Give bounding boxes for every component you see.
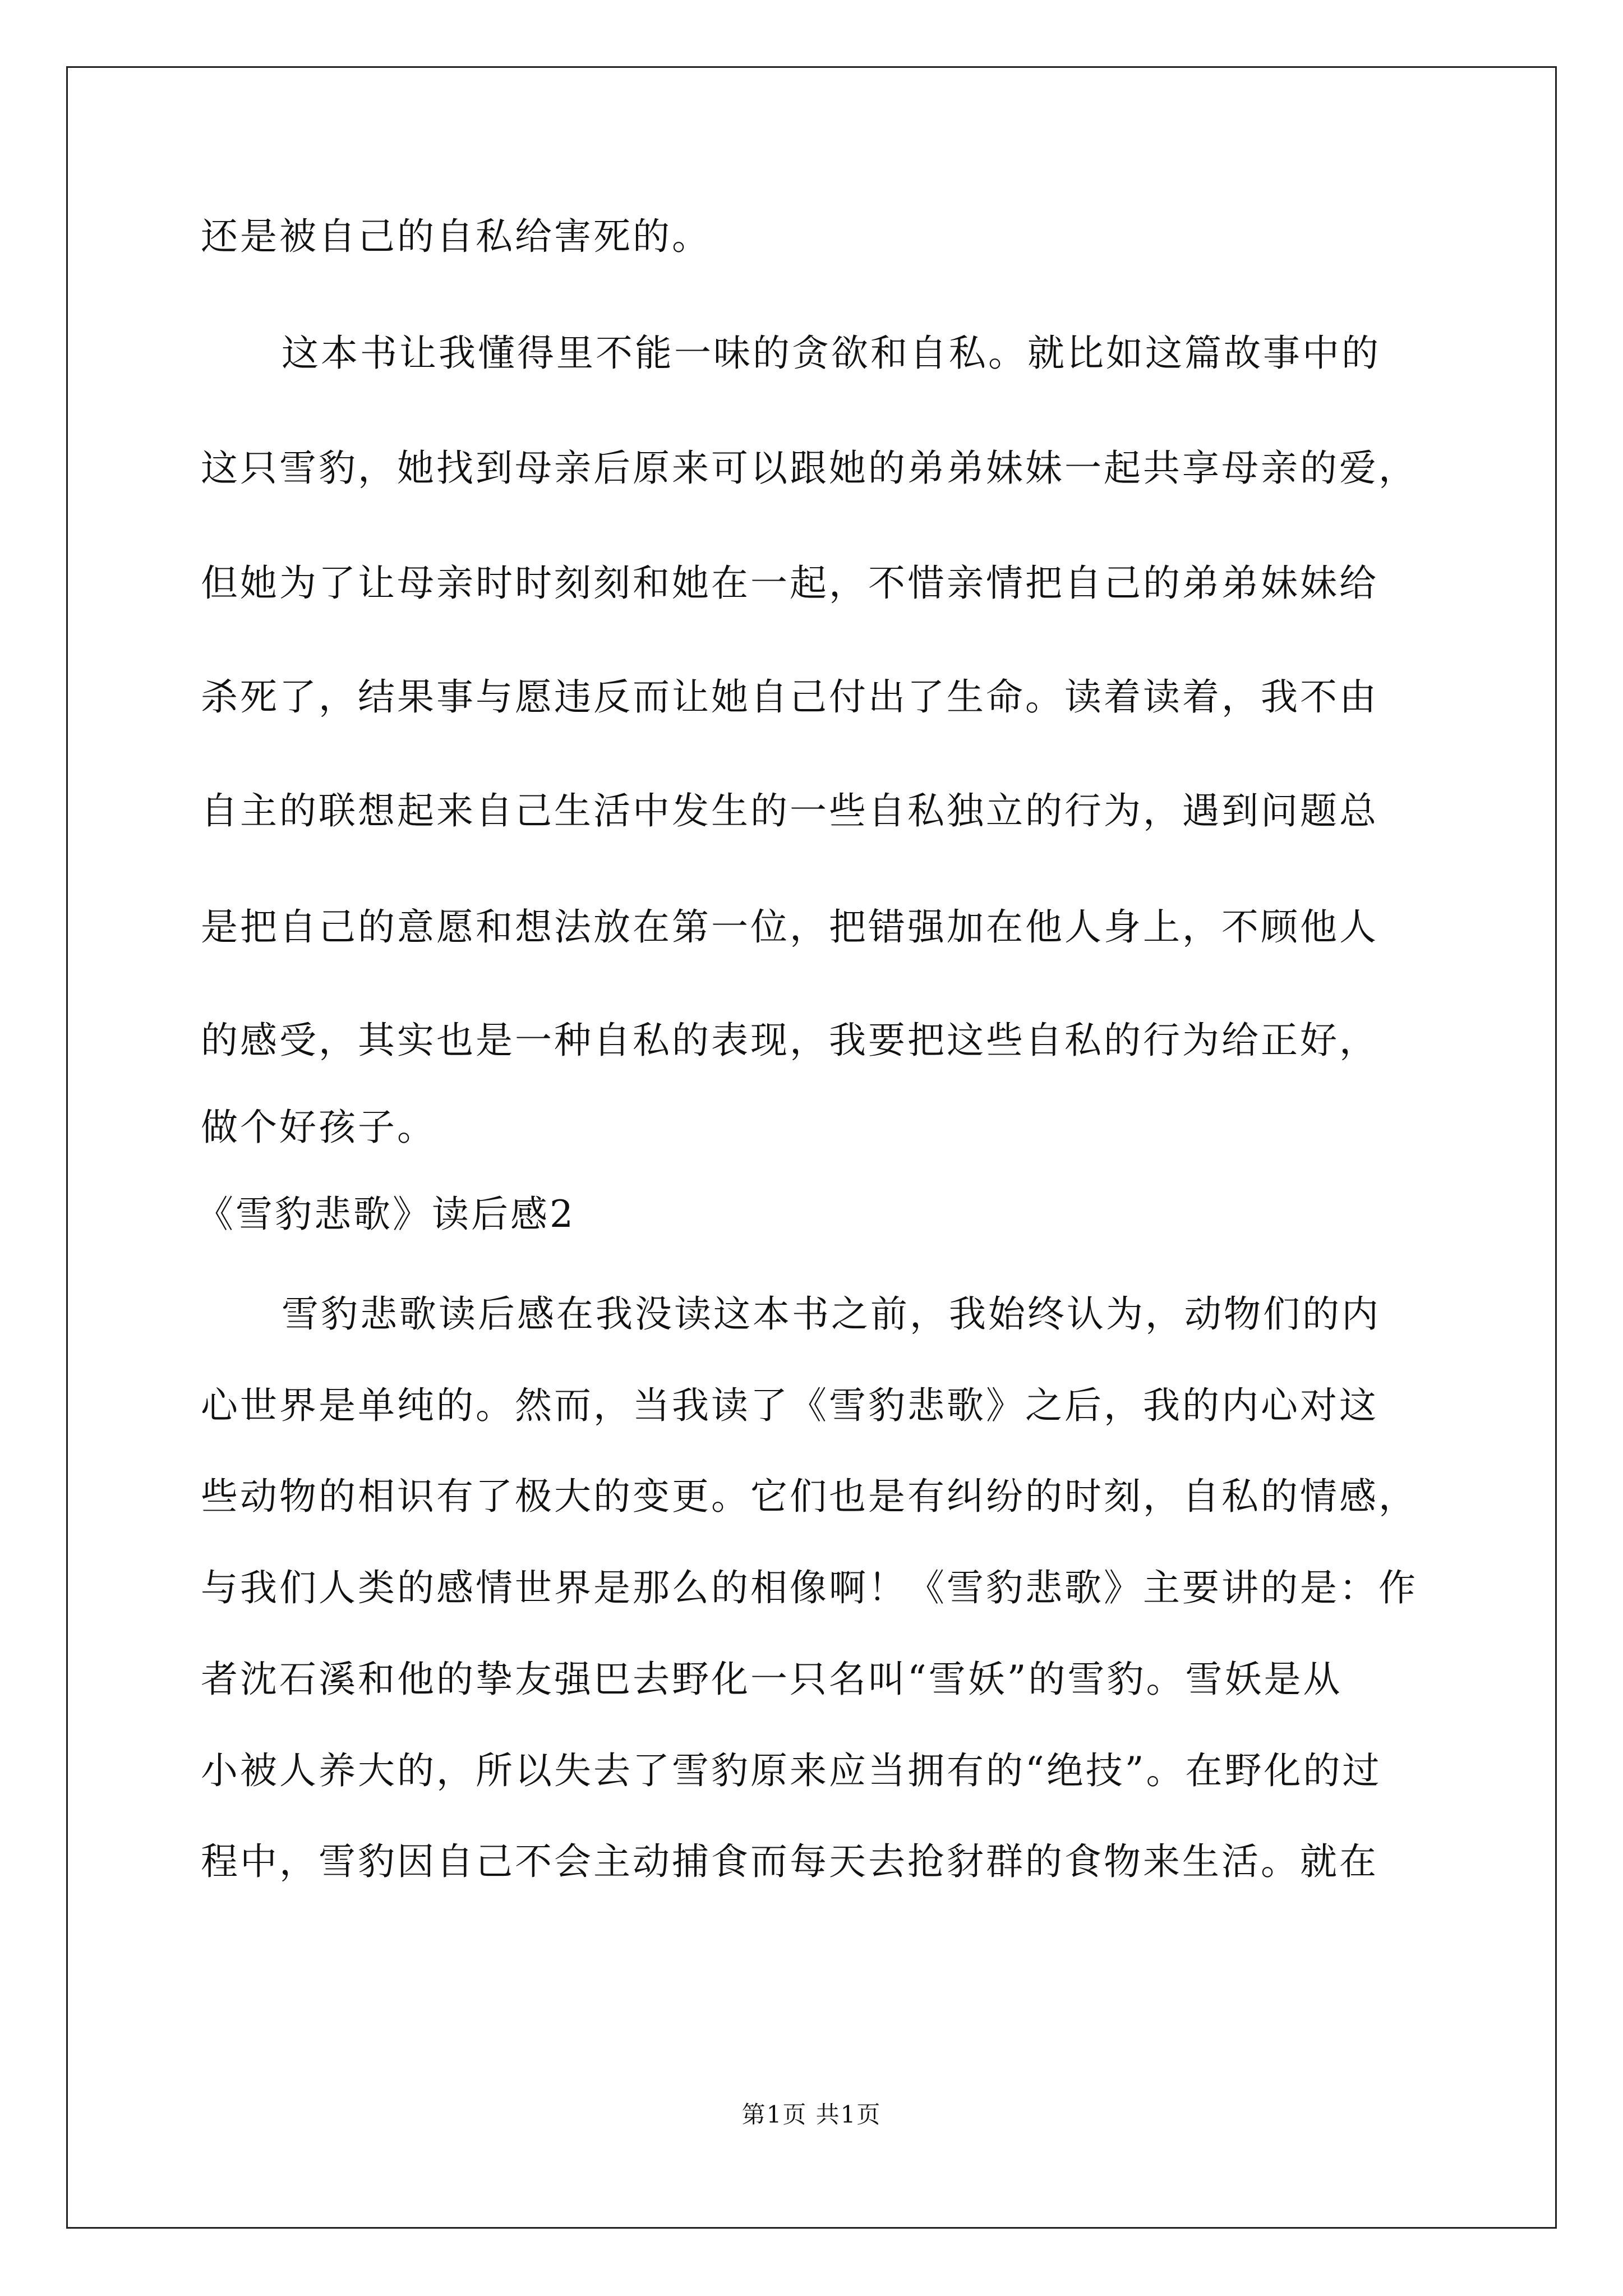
paragraph-3-line-6: 小被人养大的，所以失去了雪豹原来应当拥有的“绝技”。在野化的过 (201, 1749, 1382, 1792)
paragraph-3-line-5: 者沈石溪和他的挚友强巴去野化一只名叫“雪妖”的雪豹。雪妖是从 (201, 1658, 1343, 1701)
page-number: 第1页 共1页 (741, 2101, 882, 2128)
section-heading: 《雪豹悲歌》读后感2 (196, 1193, 575, 1236)
paragraph-3-line-2: 心世界是单纯的。然而，当我读了《雪豹悲歌》之后，我的内心对这 (201, 1384, 1378, 1427)
paragraph-2-line-1: 这本书让我懂得里不能一味的贪欲和自私。就比如这篇故事中的 (282, 332, 1381, 375)
paragraph-2-line-4: 杀死了，结果事与愿违反而让她自己付出了生命。读着读着，我不由 (201, 675, 1378, 719)
paragraph-2-line-6: 是把自己的意愿和想法放在第一位，把错强加在他人身上，不顾他人 (201, 905, 1378, 949)
paragraph-3-line-3: 些动物的相识有了极大的变更。它们也是有纠纷的时刻，自私的情感， (201, 1475, 1418, 1518)
paragraph-2-line-5: 自主的联想起来自己生活中发生的一些自私独立的行为，遇到问题总 (201, 789, 1378, 832)
paragraph-2-line-2: 这只雪豹，她找到母亲后原来可以跟她的弟弟妹妹一起共享母亲的爱， (201, 447, 1418, 490)
paragraph-3-line-4: 与我们人类的感情世界是那么的相像啊！《雪豹悲歌》主要讲的是：作 (201, 1566, 1418, 1609)
paragraph-2-line-8: 做个好孩子。 (201, 1106, 436, 1149)
paragraph-2-line-7: 的感受，其实也是一种自私的表现，我要把这些自私的行为给正好， (201, 1019, 1378, 1062)
paragraph-2-line-3: 但她为了让母亲时时刻刻和她在一起，不惜亲情把自己的弟弟妹妹给 (201, 562, 1378, 605)
paragraph-3-line-1: 雪豹悲歌读后感在我没读这本书之前，我始终认为，动物们的内 (282, 1292, 1381, 1336)
paragraph-3-line-7: 程中，雪豹因自己不会主动捕食而每天去抢豺群的食物来生活。就在 (201, 1840, 1378, 1883)
paragraph-1-line-1: 还是被自己的自私给害死的。 (201, 215, 711, 258)
